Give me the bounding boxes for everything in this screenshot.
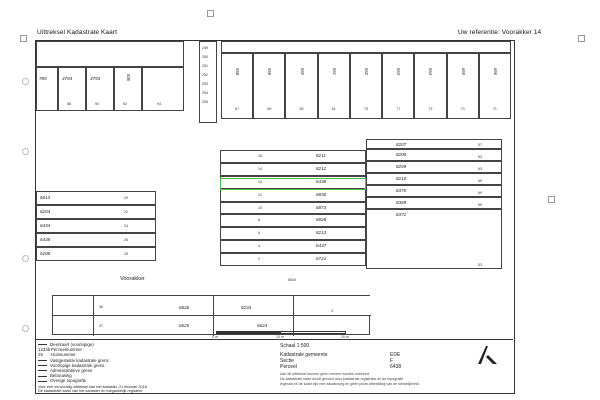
house-number: 73: [460, 107, 465, 111]
house-number: 22: [124, 210, 128, 214]
parcel: [382, 53, 414, 119]
parcel-number: 252: [202, 73, 208, 77]
parcel-row: [36, 205, 156, 219]
house-number: 2: [258, 257, 260, 262]
legend-code: 25: [38, 352, 43, 358]
parcel-number: 255: [202, 100, 208, 104]
parcel-number: 6873: [316, 204, 327, 210]
scale-label: 10 m: [276, 335, 284, 339]
house-number: 77: [396, 107, 401, 111]
parcel-number: 6204: [40, 209, 51, 214]
parcel-number: 254: [202, 91, 208, 95]
legend-note: De kadastrale kaart van het kadaster en toegankelijk registers: [38, 389, 143, 393]
parcel-row: [220, 214, 366, 227]
left-parcel-rows: [36, 191, 156, 261]
parcel-row: [220, 189, 366, 202]
house-number: 14: [258, 179, 262, 184]
parcel: [58, 67, 86, 111]
parcel-row: [220, 240, 366, 253]
parcel-number: 662: [363, 68, 369, 75]
parcel-number: 8212: [316, 165, 327, 171]
parcel: [318, 53, 350, 119]
parcel: [350, 53, 382, 119]
parcel-number: 5208: [40, 251, 51, 256]
street-name: Voorakker: [120, 276, 145, 282]
parcel-value: 6438: [390, 364, 402, 370]
parcel-number: 666: [492, 68, 498, 75]
parcel-row-top-right: [221, 53, 511, 119]
parcel: [285, 53, 317, 119]
house-number: 63: [478, 167, 482, 171]
parcel-number: 8207: [396, 142, 407, 147]
house-number: 65: [299, 107, 304, 111]
legend-code: 12345: [38, 347, 51, 353]
legend-text: Huisnummer: [51, 352, 76, 358]
parcel-number: 8209: [396, 164, 407, 169]
parcel: [414, 53, 446, 119]
parcel: [114, 67, 142, 111]
parcel-row: [36, 219, 156, 233]
house-number: 73: [428, 107, 433, 111]
corner-mark-icon: [548, 196, 555, 203]
punch-hole-icon: [22, 78, 29, 85]
legend-text: Voorlopige kadastrale grens: [50, 362, 105, 368]
parcel-number: 6624: [257, 323, 268, 328]
parcel-number: 8211: [316, 153, 326, 158]
house-number: 8: [258, 218, 260, 223]
corner-mark-icon: [578, 35, 585, 42]
parcel: [221, 53, 253, 119]
parcel-row: [220, 227, 366, 240]
house-number: 69: [267, 107, 272, 111]
parcel-number: 6438: [316, 178, 327, 184]
house-number: 67: [235, 107, 240, 111]
parcel-number: 665: [460, 68, 466, 75]
corner-mark-icon: [207, 10, 214, 17]
scale-bar: [216, 331, 346, 334]
divider: [213, 296, 214, 336]
disclaimer-line: Aan dit uittreksel kunnen geen rechten worden ontleend.: [280, 372, 370, 376]
scale-label: 20 m: [341, 335, 349, 339]
reference-text: Uw referentie: Voorakker 14: [458, 29, 542, 36]
parcel-number: 5234: [241, 305, 252, 310]
parcel-number: 250: [202, 55, 208, 59]
house-number: 12: [258, 192, 262, 197]
house-number: 24: [124, 224, 128, 228]
parcel-number: 661: [331, 68, 337, 75]
parcel-number: 785: [39, 76, 47, 81]
parcel-strip-top: [36, 41, 184, 67]
house-number: 71: [492, 107, 497, 111]
parcel-number: 8208: [396, 152, 407, 157]
parcel: [36, 67, 58, 111]
parcel-number: 663: [396, 68, 402, 75]
parcel-number: 37: [99, 324, 103, 328]
municipality-value: EDE: [390, 352, 401, 358]
punch-hole-icon: [22, 255, 29, 262]
house-number: 94: [157, 102, 161, 106]
legend-text: Bebouwing: [50, 373, 72, 379]
house-number: 57: [478, 143, 482, 147]
house-number: 53: [478, 155, 482, 159]
parcel-number: 8371: [396, 212, 407, 217]
highlighted-parcel[interactable]: [220, 178, 366, 190]
parcel-number: 6830: [316, 191, 327, 197]
disclaimer-line: De kadastrale kaart wordt gevoed door kadastrale registratie en de topografie: [280, 377, 404, 381]
parcel: [142, 67, 184, 111]
house-number: 26: [124, 238, 128, 242]
parcel-row: [36, 233, 156, 247]
parcel-row: [220, 202, 366, 215]
parcel: [447, 53, 479, 119]
parcel-number: 36: [99, 305, 103, 309]
legend-line-icon: [38, 365, 47, 366]
parcel-number: 658: [235, 68, 241, 75]
house-number: 4: [258, 244, 260, 249]
parcel-number: 6435: [40, 237, 51, 242]
house-number: 75: [363, 107, 368, 111]
parcel-strip-top-right: [221, 41, 511, 53]
house-number: 10: [258, 205, 262, 210]
house-number: 28: [124, 252, 128, 256]
parcel-number: 8213: [316, 230, 327, 236]
legend-text: Perceelnummer: [51, 347, 82, 353]
punch-hole-icon: [22, 148, 29, 155]
house-number: 20: [124, 196, 128, 200]
house-number: 61: [331, 107, 336, 111]
legend-text: Deerkaart (voorlopige): [50, 342, 94, 347]
parcel-number: 6828: [316, 217, 327, 223]
divider: [93, 296, 94, 336]
divider: [293, 296, 294, 336]
scale-text: Schaal 1:500: [280, 343, 310, 349]
parcel-number: 253: [202, 82, 208, 86]
legend-line-icon: [38, 344, 47, 345]
legend-item: [38, 378, 86, 383]
section-label: Sectie: [280, 358, 294, 364]
parcel-number: 836: [126, 74, 131, 81]
right-parcel-rows: [366, 139, 502, 269]
parcel-number: 6626: [179, 305, 190, 310]
parcel-number: 659: [267, 68, 273, 75]
parcel-number: 8370: [396, 188, 407, 193]
parcel-number: 8369: [396, 200, 407, 205]
punch-hole-icon: [22, 325, 29, 332]
corner-mark-icon: [20, 35, 27, 42]
parcel-number: 660: [299, 68, 305, 75]
parcel-number: 249: [202, 46, 208, 50]
parcel-number: 3793: [90, 76, 101, 81]
parcel-number: 8210: [396, 176, 407, 181]
parcel-number: 251: [202, 64, 208, 68]
municipality-label: Kadastrale gemeente: [280, 352, 328, 358]
center-parcel-rows: [220, 150, 366, 266]
parcel-number: 6437: [316, 243, 327, 249]
parcel-number: 5830: [288, 278, 296, 282]
parcel-column: [199, 41, 217, 123]
scale-label: 0 m: [212, 335, 218, 339]
house-number: 55: [478, 203, 482, 207]
house-number: 14: [258, 166, 262, 171]
parcel-row: [36, 247, 156, 261]
house-number: 90: [95, 102, 99, 106]
parcel-number: 6625: [179, 323, 190, 328]
parcel-row: [220, 150, 366, 163]
parcel: [253, 53, 285, 119]
parcel-row: [220, 253, 366, 266]
legend-text: Vastgestelde kadastrale grens: [50, 357, 109, 363]
parcel-number: 6721: [316, 256, 327, 262]
parcel-number: 3794: [62, 76, 73, 81]
parcel-label: Perceel: [280, 364, 297, 370]
parcel-number: 6434: [40, 223, 51, 228]
legend-line-icon: [38, 370, 47, 371]
legend-text: Administratieve grens: [50, 368, 93, 373]
parcel: [479, 53, 511, 119]
document-title: Uittreksel Kadastrale Kaart: [37, 29, 118, 36]
disclaimer-line: legenda en de kaart zijn niet nauwkeurig en geen juiste afbeelding van de werkelijkheid.: [280, 382, 420, 386]
house-number: 69: [478, 191, 482, 195]
legend-line-icon: [38, 376, 47, 377]
legend-panel: [35, 339, 513, 393]
section-value: F: [390, 358, 394, 364]
parcel-row: [36, 191, 156, 205]
legend-note: Voor een eenvoudig uittreksel kan het kadaster, 21 februari 2018: [38, 385, 147, 389]
parcel-row: [366, 209, 502, 269]
house-number: 6: [258, 231, 260, 236]
house-number: 3: [331, 309, 333, 313]
house-number: 88: [67, 102, 71, 106]
house-number: 92: [123, 102, 127, 106]
parcel: [86, 67, 114, 111]
legend-line-icon: [38, 381, 47, 382]
parcel-number: 664: [428, 68, 434, 75]
legend-text: Overige topografie: [50, 378, 87, 384]
parcel-row: [220, 163, 366, 176]
house-number: 65: [478, 179, 482, 183]
legend-line-icon: [38, 360, 47, 361]
parcel-number: 6613: [40, 195, 51, 200]
kadaster-logo-icon: [475, 344, 501, 366]
house-number: 53: [478, 263, 482, 267]
bottom-parcel-block: [52, 295, 370, 335]
house-number: 16: [258, 154, 262, 158]
